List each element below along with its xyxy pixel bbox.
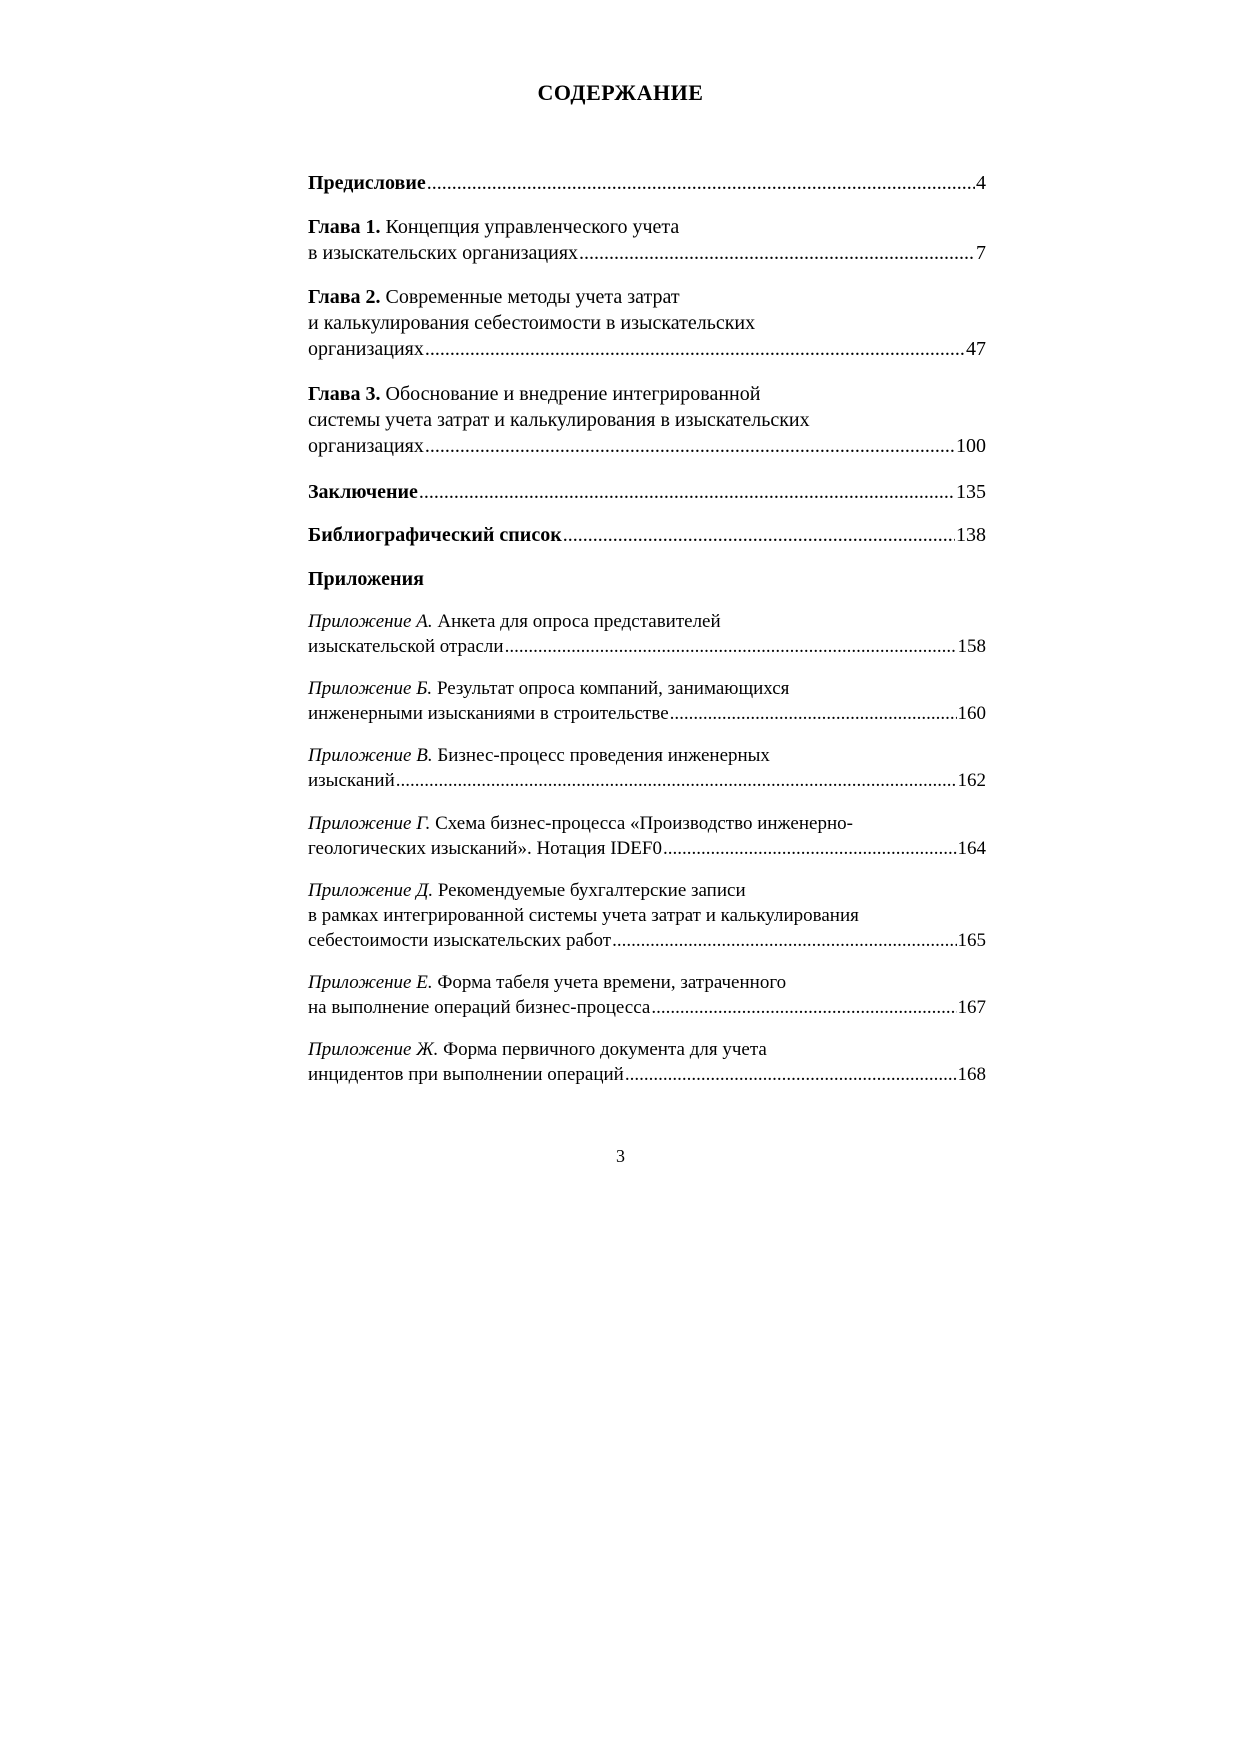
appendix-title-cont: изыскательской отрасли bbox=[308, 636, 504, 657]
appendix-title: Бизнес-процесс проведения инженерных bbox=[432, 745, 770, 766]
appendix-title: Результат опроса компаний, занимающихся bbox=[432, 678, 790, 699]
leader-dots bbox=[663, 836, 957, 861]
leader-dots bbox=[612, 928, 956, 953]
appendix-title-cont: себестоимости изыскательских работ bbox=[308, 930, 612, 951]
toc-entry-chapter-2 bbox=[308, 284, 986, 362]
toc-page-number: 168 bbox=[957, 1064, 986, 1085]
leader-dots bbox=[425, 433, 955, 459]
toc-page-number: 165 bbox=[957, 930, 986, 951]
toc-entry-appendix-b bbox=[308, 676, 986, 726]
toc-page-number: 4 bbox=[976, 172, 986, 194]
chapter-number: Глава 2. bbox=[308, 286, 381, 308]
toc-line bbox=[308, 743, 986, 768]
leader-dots bbox=[425, 336, 965, 362]
appendix-title-cont: на выполнение операций бизнес-процесса bbox=[308, 997, 651, 1018]
toc-line bbox=[308, 811, 986, 836]
appendix-prefix: Приложение В. bbox=[308, 745, 433, 766]
toc-entry-appendix-a bbox=[308, 609, 986, 659]
leader-dots bbox=[625, 1062, 957, 1087]
appendix-title-cont: в рамках интегрированной системы учета затрат и калькулирования bbox=[308, 905, 859, 926]
appendix-title: Рекомендуемые бухгалтерские записи bbox=[433, 880, 746, 901]
leader-dots bbox=[427, 170, 975, 196]
toc-page-number: 162 bbox=[957, 770, 986, 791]
toc-page-number: 7 bbox=[976, 242, 986, 264]
leader-dots bbox=[396, 768, 957, 793]
chapter-title-cont: организациях bbox=[308, 338, 424, 360]
chapter-title: Обоснование и внедрение интегрированной bbox=[380, 383, 761, 405]
toc-entry-chapter-1 bbox=[308, 214, 986, 266]
chapter-title-cont: организациях bbox=[308, 435, 424, 457]
chapter-title-cont: в изыскательских организациях bbox=[308, 242, 579, 264]
toc-entry-appendix-zh bbox=[308, 1037, 986, 1087]
toc-page-number: 167 bbox=[957, 997, 986, 1018]
toc-page-number: 164 bbox=[957, 838, 986, 859]
toc-label: Заключение bbox=[308, 481, 418, 503]
toc-page-number: 47 bbox=[966, 338, 986, 360]
chapter-title-cont: системы учета затрат и калькулирования в изыскательских bbox=[308, 409, 810, 431]
toc-line bbox=[308, 214, 986, 240]
toc-line bbox=[308, 284, 986, 310]
toc-label: Библиографический список bbox=[308, 524, 562, 546]
appendix-title-cont: инцидентов при выполнении операций bbox=[308, 1064, 624, 1085]
chapter-title: Концепция управленческого учета bbox=[380, 216, 680, 238]
page-title: СОДЕРЖАНИЕ bbox=[537, 80, 704, 105]
appendix-prefix: Приложение Д. bbox=[308, 880, 434, 901]
toc-line bbox=[308, 609, 986, 634]
appendix-title-cont: инженерными изысканиями в строительстве bbox=[308, 703, 669, 724]
toc-page-number: 158 bbox=[957, 636, 986, 657]
chapter-number: Глава 1. bbox=[308, 216, 381, 238]
leader-dots bbox=[670, 701, 957, 726]
leader-dots bbox=[419, 479, 955, 505]
toc-entry-appendix-v bbox=[308, 743, 986, 793]
toc-entry-preface bbox=[308, 170, 986, 196]
chapter-title: Современные методы учета затрат bbox=[380, 286, 680, 308]
chapter-title-cont: и калькулирования себестоимости в изыскательских bbox=[308, 312, 756, 334]
appendix-prefix: Приложение А. bbox=[308, 611, 433, 632]
appendix-prefix: Приложение Е. bbox=[308, 972, 433, 993]
appendix-title-cont: геологических изысканий». Нотация IDEF0 bbox=[308, 838, 662, 859]
toc-line bbox=[308, 1037, 986, 1062]
chapter-number: Глава 3. bbox=[308, 383, 381, 405]
toc-entry-bibliography bbox=[308, 522, 986, 548]
appendix-title: Схема бизнес-процесса «Производство инженерно- bbox=[430, 813, 853, 834]
toc-entry-conclusion bbox=[308, 479, 986, 505]
toc-entry-appendix-g bbox=[308, 811, 986, 861]
appendix-prefix: Приложение Б. bbox=[308, 678, 433, 699]
leader-dots bbox=[505, 634, 957, 659]
toc-line bbox=[308, 676, 986, 701]
toc-page-number: 135 bbox=[956, 481, 986, 503]
toc-page-number: 138 bbox=[956, 524, 986, 546]
appendix-title: Форма табеля учета времени, затраченного bbox=[432, 972, 787, 993]
leader-dots bbox=[651, 995, 956, 1020]
leader-dots bbox=[563, 522, 955, 548]
toc-line bbox=[308, 878, 986, 903]
toc-entry-appendix-d bbox=[308, 878, 986, 953]
toc-line bbox=[308, 970, 986, 995]
appendix-prefix: Приложение Ж. bbox=[308, 1039, 439, 1060]
appendix-title: Форма первичного документа для учета bbox=[438, 1039, 767, 1060]
toc-label: Предисловие bbox=[308, 172, 426, 194]
appendix-title: Анкета для опроса представителей bbox=[432, 611, 721, 632]
toc-entry-chapter-3 bbox=[308, 381, 986, 459]
toc-line bbox=[308, 381, 986, 407]
toc-page-number: 160 bbox=[957, 703, 986, 724]
leader-dots bbox=[579, 240, 975, 266]
appendices-heading: Приложения bbox=[308, 568, 424, 590]
page-number: 3 bbox=[616, 1146, 625, 1166]
toc-entry-appendix-e bbox=[308, 970, 986, 1020]
appendix-title-cont: изысканий bbox=[308, 770, 395, 791]
toc-page-number: 100 bbox=[956, 435, 986, 457]
appendix-prefix: Приложение Г. bbox=[308, 813, 431, 834]
